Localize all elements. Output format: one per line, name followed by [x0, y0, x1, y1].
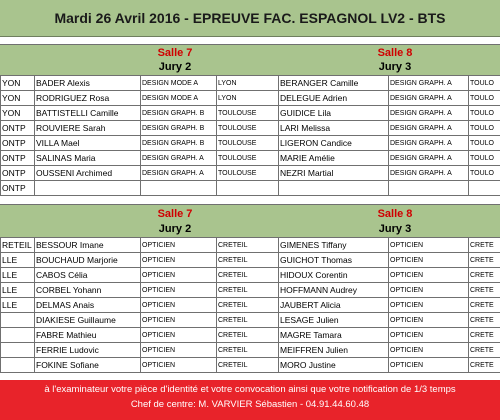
jury-3-label: Jury 3 [378, 223, 412, 235]
site-cell: TOULO [469, 151, 500, 166]
site-cell: CRETEIL [217, 328, 279, 343]
student-name-cell: DELMAS Anais [35, 298, 141, 313]
origin-cell [1, 358, 35, 373]
program-cell: OPTICIEN [389, 358, 469, 373]
program-cell: OPTICIEN [141, 253, 217, 268]
page-title: Mardi 26 Avril 2016 - EPREUVE FAC. ESPAGNOL LV2 - BTS [0, 0, 500, 37]
origin-cell [1, 343, 35, 358]
table-row [1, 253, 500, 268]
site-cell: TOULO [469, 136, 500, 151]
student-name-cell: BADER Alexis [35, 76, 141, 91]
program-cell: OPTICIEN [141, 238, 217, 253]
site-cell: CRETE [469, 298, 500, 313]
site-cell: TOULOUSE [217, 166, 279, 181]
table-row [1, 283, 500, 298]
table-row [1, 268, 500, 283]
student-name-cell: SALINAS Maria [35, 151, 141, 166]
student-name-cell: JAUBERT Alicia [279, 298, 389, 313]
site-cell: CRETEIL [217, 238, 279, 253]
student-name-cell: BOUCHAUD Marjorie [35, 253, 141, 268]
program-cell: OPTICIEN [141, 298, 217, 313]
program-cell: DESIGN GRAPH. A [389, 121, 469, 136]
site-cell: TOULO [469, 76, 500, 91]
student-name-cell: FABRE Mathieu [35, 328, 141, 343]
site-cell: CRETE [469, 253, 500, 268]
student-name-cell: MORO Justine [279, 358, 389, 373]
student-name-cell: CABOS Célia [35, 268, 141, 283]
program-cell: DESIGN GRAPH. B [141, 136, 217, 151]
student-name-cell: HIDOUX Corentin [279, 268, 389, 283]
origin-cell: LLE [1, 298, 35, 313]
student-name-cell: BERANGER Camille [279, 76, 389, 91]
salle-8-label: Salle 8 [377, 208, 413, 220]
site-cell: TOULO [469, 121, 500, 136]
site-cell: CRETE [469, 313, 500, 328]
site-cell: CRETEIL [217, 313, 279, 328]
program-cell: OPTICIEN [389, 298, 469, 313]
origin-cell: ONTP [1, 136, 35, 151]
origin-cell: YON [1, 106, 35, 121]
program-cell: DESIGN GRAPH. A [389, 136, 469, 151]
student-name-cell: OUSSENI Archimed [35, 166, 141, 181]
section1-table [0, 75, 500, 196]
student-name-cell: BESSOUR Imane [35, 238, 141, 253]
program-cell: DESIGN GRAPH. B [141, 121, 217, 136]
table-row [1, 298, 500, 313]
table-row [1, 151, 500, 166]
table-row [1, 343, 500, 358]
program-cell: OPTICIEN [141, 328, 217, 343]
program-cell: OPTICIEN [389, 238, 469, 253]
site-cell: CRETEIL [217, 268, 279, 283]
program-cell: DESIGN MODE A [141, 91, 217, 106]
site-cell: TOULO [469, 166, 500, 181]
table-row [1, 166, 500, 181]
student-name-cell: DELEGUE Adrien [279, 91, 389, 106]
site-cell: CRETE [469, 283, 500, 298]
section2-table [0, 237, 500, 373]
table-row [1, 106, 500, 121]
site-cell: TOULOUSE [217, 106, 279, 121]
origin-cell: LLE [1, 268, 35, 283]
student-name-cell: GUIDICE Lila [279, 106, 389, 121]
program-cell: OPTICIEN [141, 358, 217, 373]
program-cell [389, 181, 469, 196]
table-row [1, 76, 500, 91]
program-cell: OPTICIEN [389, 313, 469, 328]
site-cell: TOULOUSE [217, 121, 279, 136]
salle-8-label: Salle 8 [377, 47, 413, 59]
footer-line-2: Chef de centre: M. VARVIER Sébastien - 04.91.44.60.48 [130, 399, 370, 410]
program-cell: OPTICIEN [389, 343, 469, 358]
origin-cell: ONTP [1, 166, 35, 181]
origin-cell: ONTP [1, 151, 35, 166]
program-cell: OPTICIEN [389, 268, 469, 283]
section2-header [0, 205, 500, 237]
table-row [1, 328, 500, 343]
site-cell: TOULOUSE [217, 136, 279, 151]
site-cell: TOULO [469, 106, 500, 121]
program-cell: DESIGN GRAPH. A [141, 151, 217, 166]
program-cell: OPTICIEN [141, 283, 217, 298]
student-name-cell: DIAKIESE Guillaume [35, 313, 141, 328]
student-name-cell: CORBEL Yohann [35, 283, 141, 298]
table-row [1, 181, 500, 196]
site-cell [217, 181, 279, 196]
student-name-cell: MEIFFREN Julien [279, 343, 389, 358]
jury-2-label: Jury 2 [158, 61, 192, 73]
student-name-cell: NEZRI Martial [279, 166, 389, 181]
student-name-cell: BATTISTELLI Camille [35, 106, 141, 121]
footer-line-1: à l'examinateur votre pièce d'identité et votre convocation ainsi que votre notification de 1/3 temps [44, 384, 456, 395]
student-name-cell [279, 181, 389, 196]
student-name-cell: FOKINE Sofiane [35, 358, 141, 373]
student-name-cell: GUICHOT Thomas [279, 253, 389, 268]
program-cell: DESIGN MODE A [141, 76, 217, 91]
program-cell: DESIGN GRAPH. A [389, 166, 469, 181]
site-cell: LYON [217, 76, 279, 91]
table-row [1, 136, 500, 151]
origin-cell [1, 313, 35, 328]
student-name-cell: ROUVIERE Sarah [35, 121, 141, 136]
table-row [1, 238, 500, 253]
student-name-cell: HOFFMANN Audrey [279, 283, 389, 298]
site-cell: TOULO [469, 91, 500, 106]
salle-7-label: Salle 7 [157, 208, 193, 220]
table-row [1, 358, 500, 373]
student-name-cell [35, 181, 141, 196]
site-cell: CRETE [469, 268, 500, 283]
site-cell: CRETEIL [217, 298, 279, 313]
program-cell: DESIGN GRAPH. A [389, 91, 469, 106]
program-cell: OPTICIEN [141, 313, 217, 328]
table-row [1, 121, 500, 136]
site-cell: CRETEIL [217, 358, 279, 373]
table-row [1, 313, 500, 328]
site-cell: CRETE [469, 328, 500, 343]
origin-cell: YON [1, 91, 35, 106]
origin-cell: RETEIL [1, 238, 35, 253]
student-name-cell: FERRIE Ludovic [35, 343, 141, 358]
student-name-cell: GIMENES Tiffany [279, 238, 389, 253]
jury-3-label: Jury 3 [378, 61, 412, 73]
origin-cell: ONTP [1, 181, 35, 196]
student-name-cell: LARI Melissa [279, 121, 389, 136]
table-row [1, 91, 500, 106]
program-cell [141, 181, 217, 196]
program-cell: DESIGN GRAPH. A [389, 76, 469, 91]
program-cell: DESIGN GRAPH. A [389, 151, 469, 166]
site-cell: CRETEIL [217, 253, 279, 268]
student-name-cell: MAGRE Tamara [279, 328, 389, 343]
student-name-cell: LESAGE Julien [279, 313, 389, 328]
program-cell: OPTICIEN [389, 283, 469, 298]
program-cell: OPTICIEN [389, 253, 469, 268]
program-cell: DESIGN GRAPH. B [141, 106, 217, 121]
student-name-cell: VILLA Mael [35, 136, 141, 151]
site-cell [469, 181, 500, 196]
student-name-cell: RODRIGUEZ Rosa [35, 91, 141, 106]
site-cell: CRETE [469, 358, 500, 373]
site-cell: TOULOUSE [217, 151, 279, 166]
origin-cell: YON [1, 76, 35, 91]
footer-notice [0, 380, 500, 420]
program-cell: DESIGN GRAPH. A [141, 166, 217, 181]
program-cell: OPTICIEN [141, 268, 217, 283]
salle-7-label: Salle 7 [157, 47, 193, 59]
origin-cell: LLE [1, 283, 35, 298]
site-cell: CRETE [469, 238, 500, 253]
section1-header [0, 45, 500, 75]
site-cell: LYON [217, 91, 279, 106]
program-cell: OPTICIEN [141, 343, 217, 358]
student-name-cell: LIGERON Candice [279, 136, 389, 151]
origin-cell: LLE [1, 253, 35, 268]
site-cell: CRETE [469, 343, 500, 358]
student-name-cell: MARIE Amélie [279, 151, 389, 166]
origin-cell: ONTP [1, 121, 35, 136]
site-cell: CRETEIL [217, 283, 279, 298]
jury-2-label: Jury 2 [158, 223, 192, 235]
program-cell: DESIGN GRAPH. A [389, 106, 469, 121]
origin-cell [1, 328, 35, 343]
program-cell: OPTICIEN [389, 328, 469, 343]
site-cell: CRETEIL [217, 343, 279, 358]
